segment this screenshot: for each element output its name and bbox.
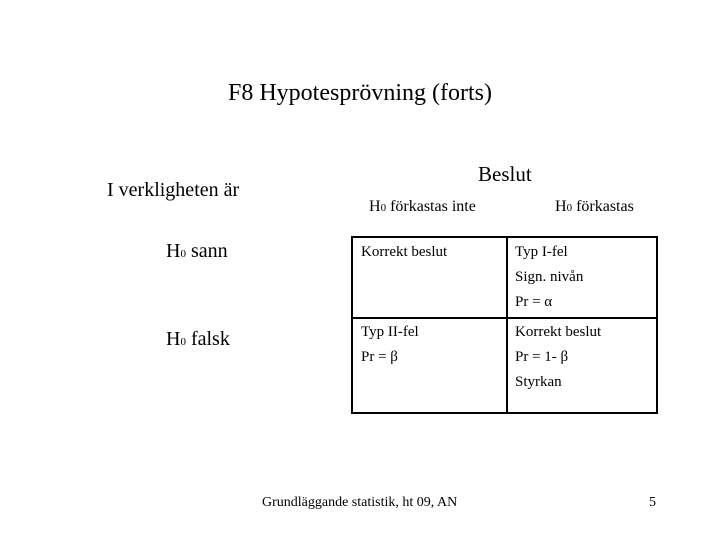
row-header-true [166, 240, 228, 263]
row-header-subscript: 0 [180, 336, 186, 348]
table-cell-correct-decision-2 [515, 320, 601, 395]
cell-line: Typ I-fel [515, 244, 568, 260]
column-header-subscript: 0 [380, 202, 387, 214]
table-column-divider [506, 236, 508, 414]
table-row-divider [351, 317, 658, 319]
row-header-text: sann [185, 240, 228, 262]
table-cell-type-two-error [361, 320, 419, 370]
column-header-not-rejected [369, 198, 476, 216]
cell-line: Pr = α [515, 294, 553, 310]
reality-label: I verkligheten är [107, 179, 240, 201]
cell-line: Styrkan [515, 374, 562, 390]
column-header-subscript: 0 [566, 202, 573, 214]
cell-line: Korrekt beslut [361, 244, 448, 260]
column-header-text: förkastas inte [386, 198, 476, 215]
footer-text: Grundläggande statistik, ht 09, AN [262, 495, 458, 510]
column-header-text: förkastas [572, 198, 634, 215]
slide-title: F8 Hypotesprövning (forts) [228, 80, 492, 106]
row-header-h: H [166, 328, 181, 350]
cell-line: Typ II-fel [361, 324, 419, 340]
table-cell-type-one-error [515, 240, 583, 315]
column-header-h: H [369, 198, 381, 215]
cell-line: Korrekt beslut [515, 324, 602, 340]
table-cell-correct-decision-1 [361, 240, 447, 265]
column-header-h: H [555, 198, 567, 215]
cell-line: Sign. nivån [515, 269, 584, 285]
row-header-h: H [166, 240, 181, 262]
page-number: 5 [649, 495, 656, 510]
row-header-false [166, 328, 230, 351]
row-header-subscript: 0 [180, 248, 186, 260]
cell-line: Pr = 1- β [515, 349, 569, 365]
column-header-rejected [555, 198, 634, 216]
decision-label: Beslut [478, 162, 532, 186]
row-header-text: falsk [185, 328, 230, 350]
cell-line: Pr = β [361, 349, 398, 365]
